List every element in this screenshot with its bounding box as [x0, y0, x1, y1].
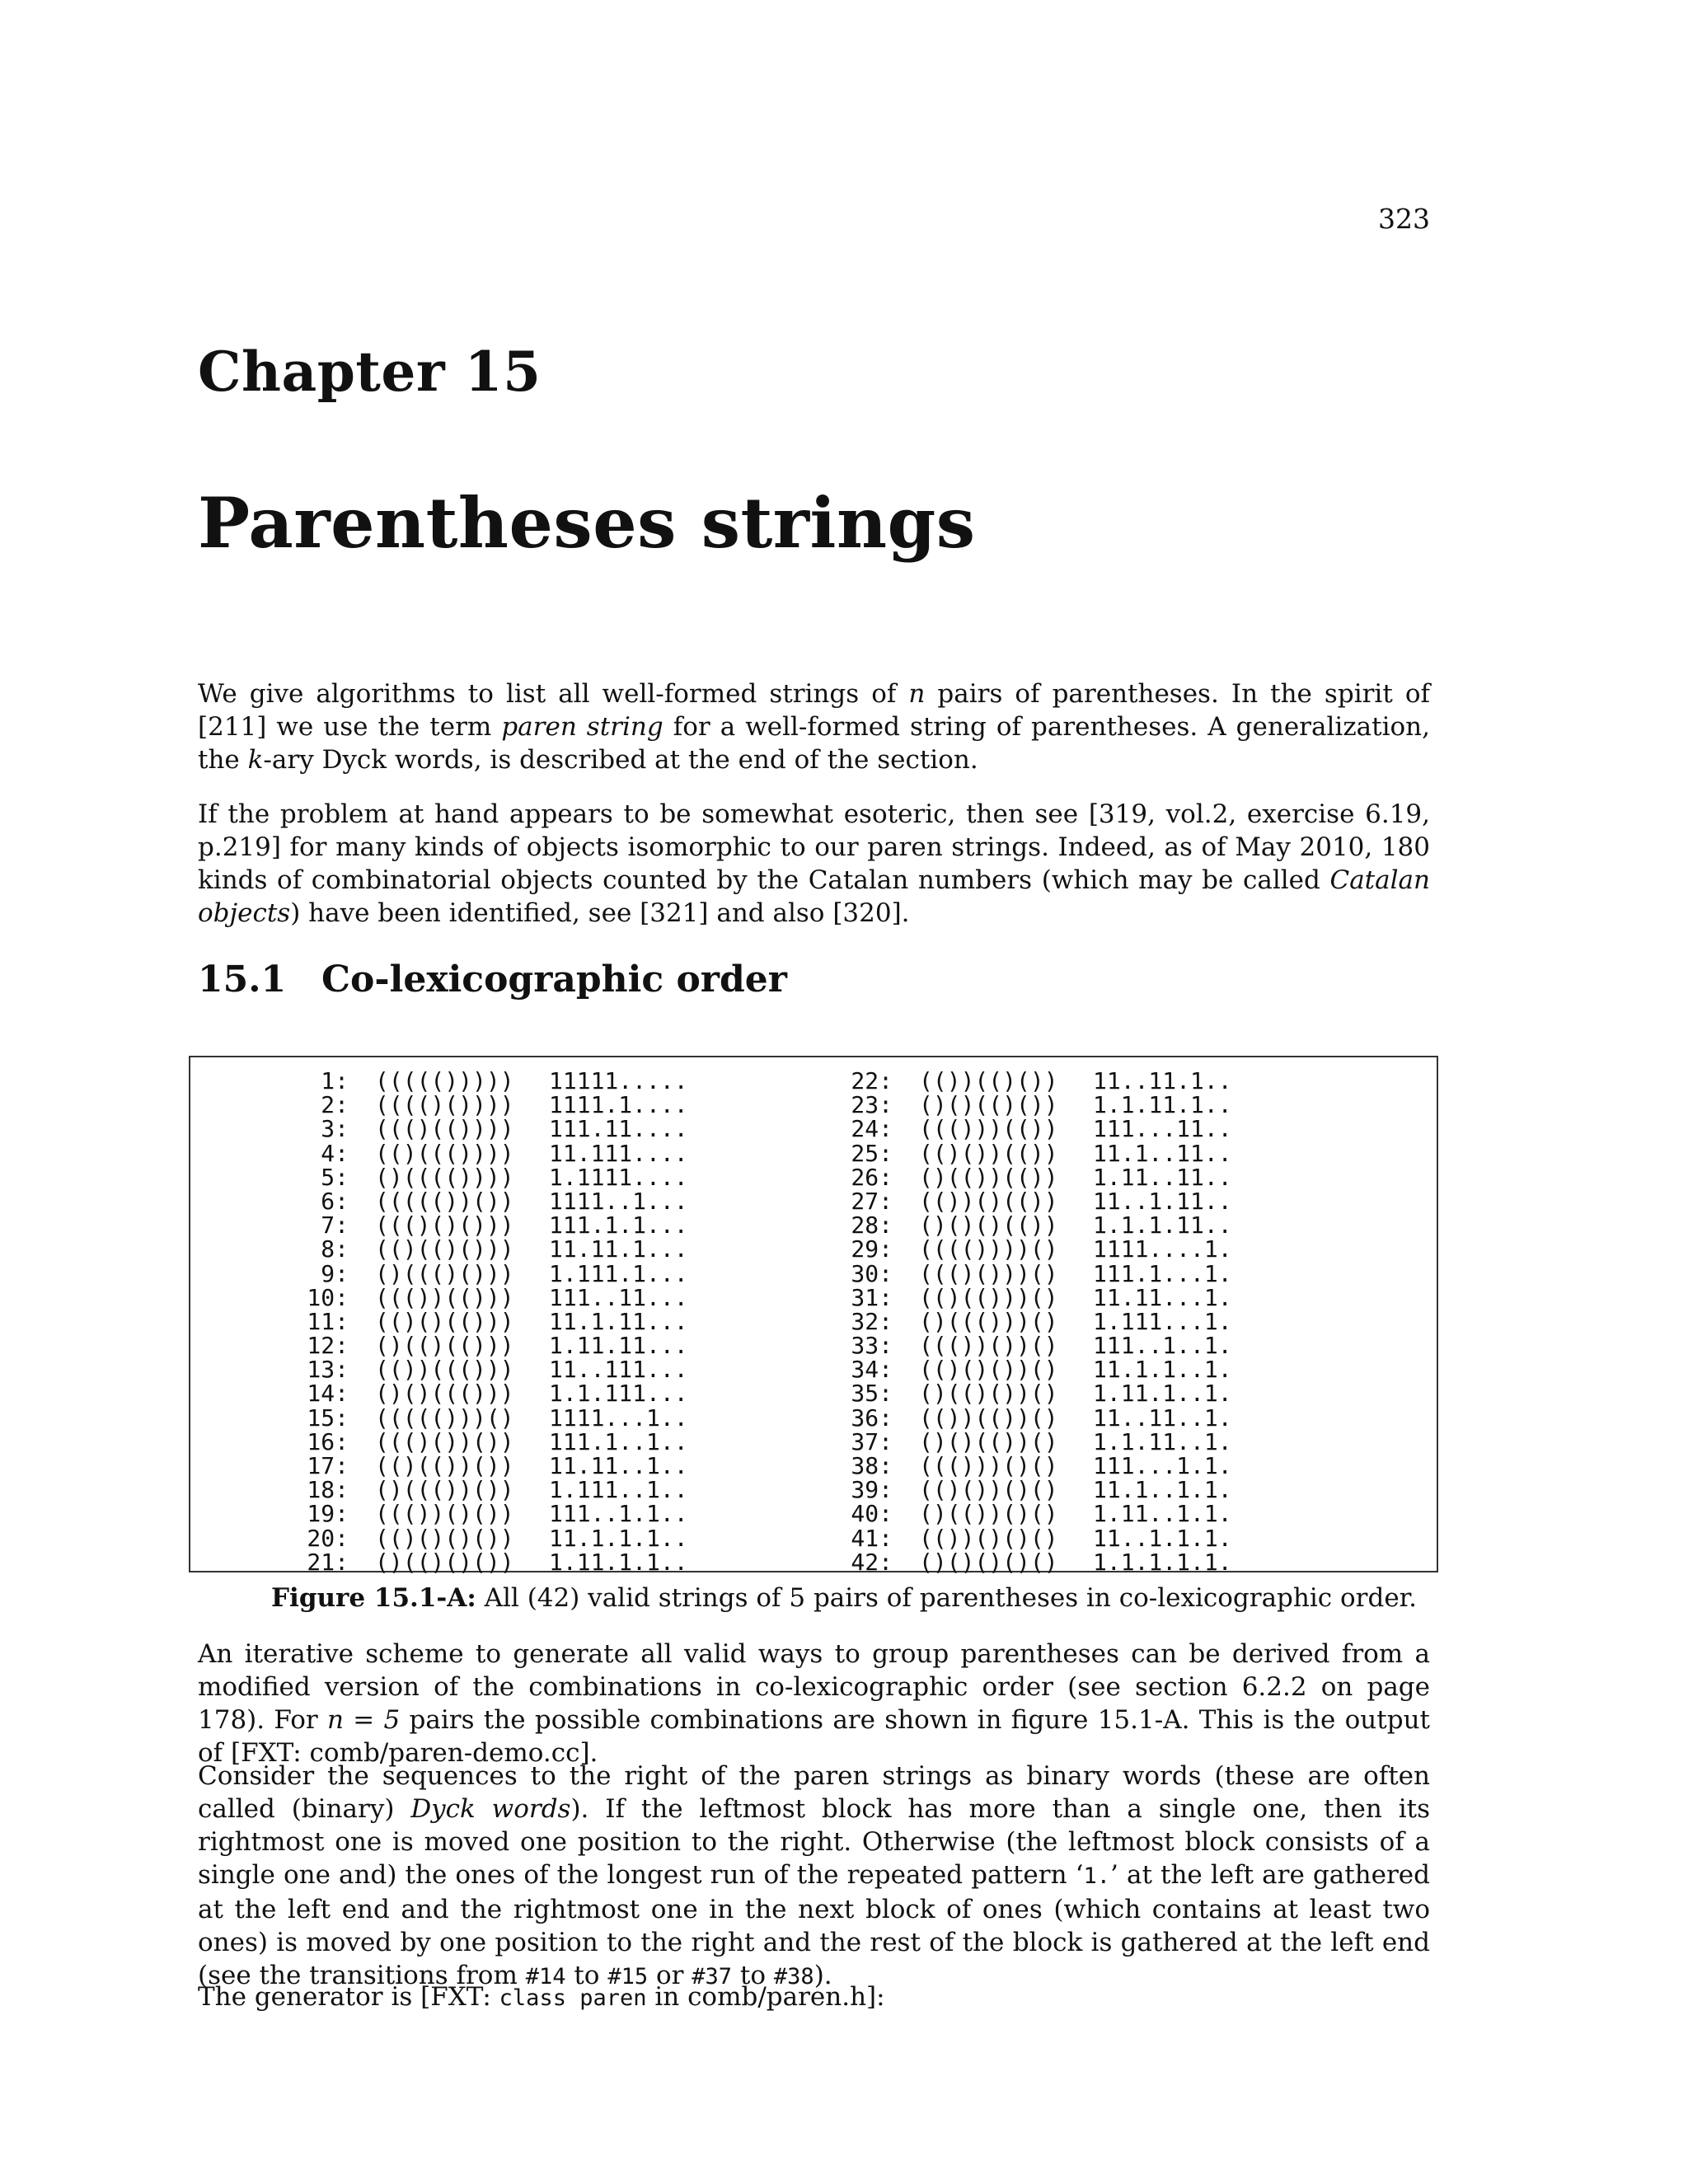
figure-row — [842, 1526, 1232, 1550]
paren-string: (()()()()) — [375, 1524, 514, 1552]
paren-string: (())((())) — [375, 1356, 514, 1384]
binary-word: 1111..1... — [549, 1187, 688, 1215]
paren-string: ((()))(()) — [919, 1115, 1058, 1143]
binary-word: 111.1.1... — [549, 1212, 688, 1240]
row-number: 40: — [851, 1500, 893, 1528]
row-number: 2: — [321, 1091, 349, 1119]
paren-string: ()((()))() — [919, 1307, 1058, 1335]
paren-string: (())(())() — [919, 1404, 1058, 1432]
figure-row — [842, 1427, 1232, 1455]
figure-box — [189, 1056, 1438, 1576]
figure-row — [298, 1212, 688, 1240]
paren-string: ((())(())) — [375, 1283, 514, 1311]
binary-word: 11.1.1.1.. — [549, 1524, 688, 1552]
figure-row — [842, 1141, 1232, 1165]
paren-string: ((()))()() — [919, 1452, 1058, 1479]
binary-word: 1.11..11.. — [1093, 1163, 1232, 1191]
figure-row — [298, 1427, 688, 1455]
paren-string: ()(())(()) — [919, 1163, 1058, 1191]
paren-string: (()()(())) — [375, 1307, 514, 1335]
row-number: 26: — [851, 1163, 893, 1191]
figure-row — [842, 1332, 1232, 1360]
row-number: 32: — [851, 1307, 893, 1335]
row-number: 27: — [851, 1187, 893, 1215]
figure-row — [298, 1526, 688, 1550]
intro-paragraph-1: We give algorithms to list all well-formed strings of n pairs of parentheses. In the spirit of [211] we use the term paren string for a well-formed string of parentheses. A generalization, the k-ary Dyck words, is described at the end of the section. — [198, 679, 1430, 775]
figure-left-column — [298, 1069, 688, 1574]
row-number: 1: — [321, 1067, 349, 1094]
binary-word: 11111..... — [549, 1067, 688, 1094]
paren-string: ((()())()) — [375, 1427, 514, 1455]
figure-row — [298, 1165, 688, 1189]
row-number: 15: — [307, 1404, 349, 1432]
row-number: 16: — [307, 1427, 349, 1455]
binary-word: 11.111.... — [549, 1139, 688, 1167]
paren-string: ()()()(()) — [919, 1212, 1058, 1240]
binary-word: 1.11.1.1.. — [549, 1548, 688, 1576]
figure-caption-text: All (42) valid strings of 5 pairs of parentheses in co-lexicographic order. — [476, 1583, 1417, 1613]
paren-string: ()()(()()) — [919, 1091, 1058, 1119]
binary-word: 1.111.1... — [549, 1259, 688, 1287]
row-number: 12: — [307, 1332, 349, 1360]
binary-word: 111.1...1. — [1093, 1259, 1232, 1287]
row-number: 22: — [851, 1067, 893, 1094]
row-number: 23: — [851, 1091, 893, 1119]
row-number: 3: — [321, 1115, 349, 1143]
paren-string: (()())(()) — [919, 1139, 1058, 1167]
paren-string: (()())()() — [919, 1476, 1058, 1504]
binary-word: 1111....1. — [1093, 1235, 1232, 1263]
figure-row — [298, 1259, 688, 1287]
paren-string: ((())())() — [919, 1332, 1058, 1360]
binary-word: 111.11.... — [549, 1115, 688, 1143]
binary-word: 11.1..11.. — [1093, 1139, 1232, 1167]
binary-word: 1.1.1.1.1. — [1093, 1548, 1232, 1576]
paren-string: ((())()()) — [375, 1500, 514, 1528]
paren-string: ()((()())) — [375, 1259, 514, 1287]
figure-row — [298, 1069, 688, 1093]
binary-word: 111.1..1.. — [549, 1427, 688, 1455]
row-number: 33: — [851, 1332, 893, 1360]
binary-word: 1111.1.... — [549, 1091, 688, 1119]
row-number: 9: — [321, 1259, 349, 1287]
intro-paragraph-2: If the problem at hand appears to be somewhat esoteric, then see [319, vol.2, exercise 6.19, p.219] for many kinds of objects isomorphic to our paren strings. Indeed, as of May 2010, 180 kinds of combinatorial objects counted by the Catalan numbers (which may be called Catalan objects) have been identified, see [321] and also [320]. — [198, 799, 1430, 928]
binary-word: 1.1.11.1.. — [1093, 1091, 1232, 1119]
binary-word: 11.1.11... — [549, 1307, 688, 1335]
binary-word: 1.11.1..1. — [1093, 1380, 1232, 1408]
section-title: Co-lexicographic order — [321, 958, 787, 1001]
row-number: 20: — [307, 1524, 349, 1552]
row-number: 10: — [307, 1283, 349, 1311]
paren-string: (((())))() — [919, 1235, 1058, 1263]
paren-string: ()()(())() — [919, 1427, 1058, 1455]
page-number: 323 — [1378, 203, 1430, 235]
figure-right-column — [842, 1069, 1232, 1574]
paren-string: (()(()())) — [375, 1235, 514, 1263]
row-number: 6: — [321, 1187, 349, 1215]
binary-word: 1.1.1.11.. — [1093, 1212, 1232, 1240]
row-number: 19: — [307, 1500, 349, 1528]
figure-row — [298, 1189, 688, 1213]
figure-row — [298, 1283, 688, 1311]
binary-word: 111..1.1.. — [549, 1500, 688, 1528]
figure-row — [298, 1406, 688, 1430]
paren-string: ((()(()))) — [375, 1115, 514, 1143]
row-number: 31: — [851, 1283, 893, 1311]
row-number: 38: — [851, 1452, 893, 1479]
row-number: 42: — [851, 1548, 893, 1576]
binary-word: 111...11.. — [1093, 1115, 1232, 1143]
paren-string: (())(()()) — [919, 1067, 1058, 1094]
paren-string: ()()()()() — [919, 1548, 1058, 1576]
row-number: 29: — [851, 1235, 893, 1263]
binary-word: 1111...1.. — [549, 1404, 688, 1432]
binary-word: 11..1.1.1. — [1093, 1524, 1232, 1552]
figure-caption-label: Figure 15.1-A: — [271, 1583, 476, 1613]
figure-row — [842, 1307, 1232, 1335]
figure-row — [298, 1093, 688, 1117]
binary-word: 1.11..1.1. — [1093, 1500, 1232, 1528]
paren-string: ()(()(())) — [375, 1332, 514, 1360]
paren-string: (())()()() — [919, 1524, 1058, 1552]
row-number: 24: — [851, 1115, 893, 1143]
figure-row — [842, 1237, 1232, 1261]
binary-word: 11.11.1... — [549, 1235, 688, 1263]
paren-string: ((((()))() — [375, 1404, 514, 1432]
figure-row — [842, 1189, 1232, 1213]
figure-row — [298, 1380, 688, 1408]
figure-row — [298, 1356, 688, 1384]
binary-word: 11..11..1. — [1093, 1404, 1232, 1432]
paren-string: (()(())()) — [375, 1452, 514, 1479]
paren-string: (()((()))) — [375, 1139, 514, 1167]
paren-string: (()(()))() — [919, 1283, 1058, 1311]
binary-word: 11.1.1..1. — [1093, 1356, 1232, 1384]
row-number: 13: — [307, 1356, 349, 1384]
figure-row — [298, 1502, 688, 1526]
figure-row — [842, 1380, 1232, 1408]
figure-row — [842, 1356, 1232, 1384]
paren-string: ()((())()) — [375, 1476, 514, 1504]
paren-string: ()()((())) — [375, 1380, 514, 1408]
paren-string: ((((())))) — [375, 1067, 514, 1094]
row-number: 21: — [307, 1548, 349, 1576]
figure-row — [298, 1454, 688, 1478]
paren-string: ()(((()))) — [375, 1163, 514, 1191]
row-number: 14: — [307, 1380, 349, 1408]
row-number: 34: — [851, 1356, 893, 1384]
row-number: 25: — [851, 1139, 893, 1167]
figure-row — [842, 1093, 1232, 1117]
figure-row — [298, 1550, 688, 1574]
row-number: 36: — [851, 1404, 893, 1432]
figure-caption — [0, 1583, 1688, 1613]
binary-word: 11..1.11.. — [1093, 1187, 1232, 1215]
binary-word: 1.1111.... — [549, 1163, 688, 1191]
figure-row — [298, 1332, 688, 1360]
paren-string: ()(())()() — [919, 1500, 1058, 1528]
paren-string: (())()(()) — [919, 1187, 1058, 1215]
figure-row — [842, 1406, 1232, 1430]
row-number: 39: — [851, 1476, 893, 1504]
binary-word: 1.1.111... — [549, 1380, 688, 1408]
figure-row — [298, 1478, 688, 1502]
paren-string: ()(()()()) — [375, 1548, 514, 1576]
row-number: 18: — [307, 1476, 349, 1504]
section-number: 15.1 — [198, 958, 287, 1001]
paren-string: (((()()))) — [375, 1091, 514, 1119]
figure-row — [842, 1283, 1232, 1311]
figure-row — [298, 1237, 688, 1261]
row-number: 41: — [851, 1524, 893, 1552]
row-number: 28: — [851, 1212, 893, 1240]
section-heading — [198, 958, 787, 1001]
row-number: 11: — [307, 1307, 349, 1335]
binary-word: 111..11... — [549, 1283, 688, 1311]
chapter-title: Parentheses strings — [198, 482, 976, 564]
binary-word: 1.1.11..1. — [1093, 1427, 1232, 1455]
binary-word: 111...1.1. — [1093, 1452, 1232, 1479]
figure-row — [842, 1502, 1232, 1526]
binary-word: 1.11.11... — [549, 1332, 688, 1360]
binary-word: 1.111...1. — [1093, 1307, 1232, 1335]
paren-string: (()()())() — [919, 1356, 1058, 1384]
paren-string: ((()()())) — [375, 1212, 514, 1240]
figure-row — [298, 1141, 688, 1165]
figure-row — [842, 1259, 1232, 1287]
binary-word: 111..1..1. — [1093, 1332, 1232, 1360]
binary-word: 11.11..1.. — [549, 1452, 688, 1479]
figure-row — [842, 1117, 1232, 1141]
row-number: 5: — [321, 1163, 349, 1191]
paren-string: ()(()())() — [919, 1380, 1058, 1408]
binary-word: 11.11...1. — [1093, 1283, 1232, 1311]
binary-word: 11..111... — [549, 1356, 688, 1384]
row-number: 37: — [851, 1427, 893, 1455]
figure-row — [842, 1069, 1232, 1093]
body-paragraph-2: Consider the sequences to the right of the paren strings as binary words (these are often called (binary) Dyck words). If the leftmost block has more than a single one, then its rightmost one is moved one position to the right. Otherwise (the leftmost block consists of a single one and) the ones of the longest run of the repeated pattern ‘1.’ at the left are gathered at the left end and the rightmost one in the next block of ones (which contains at least two ones) is moved by one position to the right and the rest of the block is gathered at the left end (see the transitions from #14 to #15 or #37 to #38). — [198, 1761, 1430, 1990]
row-number: 17: — [307, 1452, 349, 1479]
binary-word: 11..11.1.. — [1093, 1067, 1232, 1094]
row-number: 4: — [321, 1139, 349, 1167]
figure-row — [842, 1478, 1232, 1502]
figure-row — [298, 1307, 688, 1335]
figure-row — [842, 1165, 1232, 1189]
chapter-label: Chapter 15 — [198, 340, 542, 404]
paren-string: ((()()))() — [919, 1259, 1058, 1287]
row-number: 7: — [321, 1212, 349, 1240]
figure-row — [298, 1117, 688, 1141]
binary-word: 1.111..1.. — [549, 1476, 688, 1504]
paren-string: ((((())()) — [375, 1187, 514, 1215]
figure-row — [842, 1454, 1232, 1478]
body-paragraph-3: The generator is [FXT: class paren in comb/paren.h]: — [198, 1982, 885, 2012]
row-number: 30: — [851, 1259, 893, 1287]
body-paragraph-1: An iterative scheme to generate all valid ways to group parentheses can be derived from a modified version of the combinations in co-lexicographic order (see section 6.2.2 on page 178). For n = 5 pairs the possible combinations are shown in figure 15.1-A. This is the output of [FXT: comb/paren-demo.cc]. — [198, 1639, 1430, 1768]
figure-row — [842, 1550, 1232, 1574]
binary-word: 11.1..1.1. — [1093, 1476, 1232, 1504]
row-number: 8: — [321, 1235, 349, 1263]
row-number: 35: — [851, 1380, 893, 1408]
figure-row — [842, 1212, 1232, 1240]
